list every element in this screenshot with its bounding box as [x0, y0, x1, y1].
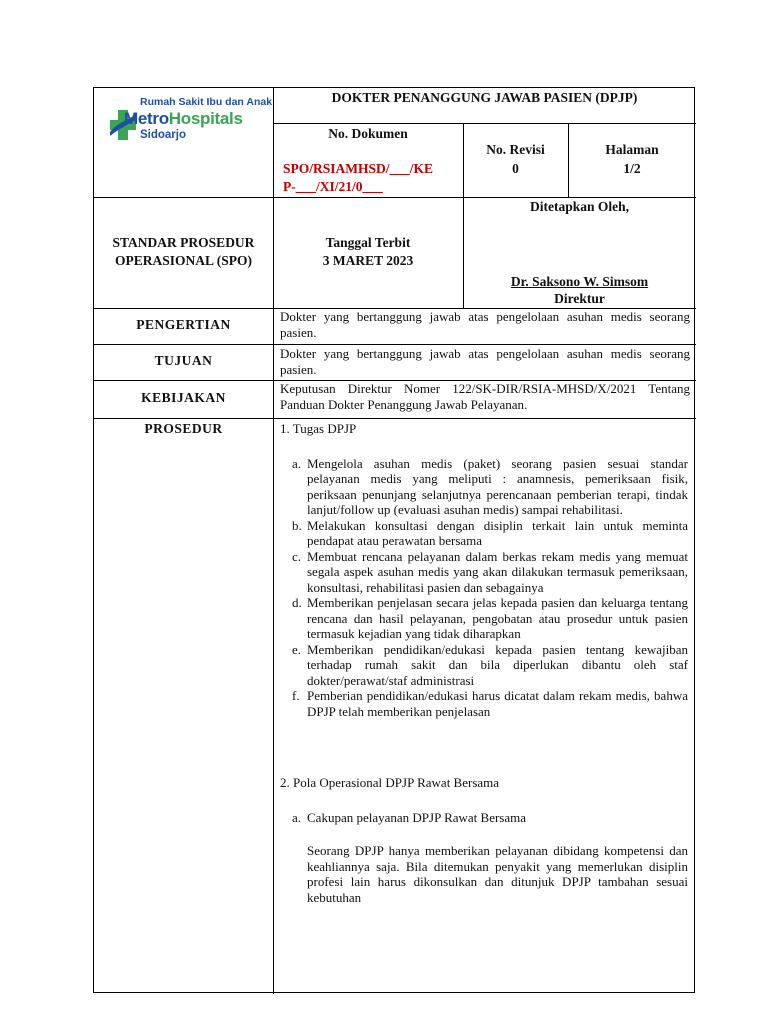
issue-date-label: Tanggal Terbit: [325, 235, 411, 250]
doc-number-label: No. Dokumen: [328, 126, 408, 141]
list-item: [280, 595, 688, 642]
list-marker: f.: [292, 688, 300, 703]
page-label: Halaman: [605, 142, 659, 157]
list-item: [280, 688, 688, 719]
list-marker: e.: [292, 641, 302, 657]
logo-city: Sidoarjo: [140, 129, 187, 141]
spo-document: [93, 87, 695, 993]
kebijakan-label: KEBIJAKAN: [141, 390, 226, 405]
divider: [273, 88, 274, 994]
doc-number-value-line2: P-___/XI/21/0___: [283, 179, 383, 194]
cakupan-paragraph: Seorang DPJP hanya memberikan pelayanan dibidang kompetensi dan keahliannya saja. Bila ditemukan penyakit yang memerlukan disiplin profesi lain harus dikonsulkan dan ditunjuk DPJP tambahan sesuai kebutuhan: [307, 843, 688, 905]
list-marker: a.: [292, 455, 302, 471]
pengertian-text: Dokter yang bertanggung jawab atas pengelolaan asuhan medis seorang pasien.: [280, 309, 690, 340]
issue-date-value: 3 MARET 2023: [322, 253, 414, 268]
prosedur-content: [280, 421, 688, 905]
list-item-text: Mengelola asuhan medis (paket) seorang pasien sesuai standar pelayanan medis yang meliputi : anamnesis, pemeriksaan fisik, periksaan penunjang selanjutnya perencanaan pemberian terapi, tindak lanjut/follow up (evaluasi asuhan medis) sampai rehabilitasi.: [307, 455, 688, 517]
tujuan-text: Dokter yang bertanggung jawab atas pengelolaan asuhan medis seorang pasien.: [280, 346, 690, 377]
list-item: [280, 456, 688, 518]
list-marker: b.: [292, 517, 302, 533]
list-item-text: Memberikan pendidikan/edukasi kepada pasien tentang kewajiban terhadap rumah sakit dan bila diperlukan dibantu oleh staf dokter/perawat/staf administrasi: [307, 641, 688, 688]
logo-brand-metro: Metro: [124, 109, 169, 128]
logo-line1: Rumah Sakit Ibu dan Anak: [140, 96, 273, 108]
pola-operasional-list: [280, 810, 688, 826]
list-item-text: Cakupan pelayanan DPJP Rawat Bersama: [307, 809, 527, 825]
spo-label-line1: STANDAR PROSEDUR: [112, 235, 255, 250]
divider: [463, 123, 464, 197]
logo-brand-hospitals: Hospitals: [168, 109, 243, 128]
divider: [94, 418, 696, 419]
divider: [94, 197, 696, 198]
list-marker: a.: [292, 809, 302, 825]
prosedur-label: PROSEDUR: [144, 421, 223, 436]
logo-brand: [124, 109, 243, 129]
revision-label: No. Revisi: [486, 142, 545, 157]
prosedur-item2-title: 2. Pola Operasional DPJP Rawat Bersama: [280, 775, 500, 790]
tujuan-label: TUJUAN: [154, 353, 213, 368]
pengertian-label: PENGERTIAN: [136, 317, 231, 332]
divider: [568, 123, 569, 197]
tugas-dpjp-list: [280, 456, 688, 720]
list-marker: d.: [292, 595, 302, 610]
list-item-text: Melakukan konsultasi dengan disiplin terkait lain untuk meminta pendapat atau perawatan bersama: [307, 517, 688, 548]
list-item: [280, 549, 688, 596]
page-value: 1/2: [623, 161, 641, 176]
document-title: DOKTER PENANGGUNG JAWAB PASIEN (DPJP): [331, 90, 638, 105]
signer-name: Dr. Saksono W. Simsom: [510, 274, 649, 289]
prosedur-item1-title: 1. Tugas DPJP: [280, 421, 357, 436]
hospital-logo: [104, 96, 273, 156]
approved-by-label: Ditetapkan Oleh,: [529, 199, 629, 214]
spo-label-line2: OPERASIONAL (SPO): [115, 253, 252, 268]
signer-role: Direktur: [554, 291, 605, 306]
list-item: [280, 518, 688, 549]
list-item-text: Membuat rencana pelayanan dalam berkas rekam medis yang memuat segala aspek asuhan medis yang akan dilakukan termasuk pemeriksaan, konsultasi, rehabilitasi pasien dan sebagainya: [307, 548, 688, 595]
list-marker: c.: [292, 548, 302, 564]
kebijakan-text: Keputusan Direktur Nomer 122/SK-DIR/RSIA-MHSD/X/2021 Tentang Panduan Dokter Penanggung Jawab Pelayanan.: [280, 381, 690, 412]
list-item-text: Memberikan penjelasan secara jelas kepada pasien dan keluarga tentang rencana dan hasil pelayanan, pengobatan atau prosedur untuk pasien termasuk kejadian yang tidak diharapkan: [307, 595, 688, 641]
divider: [94, 344, 696, 345]
list-item: [280, 810, 688, 826]
revision-value: 0: [512, 161, 519, 176]
list-item: [280, 642, 688, 689]
doc-number-value-line1: SPO/RSIAMHSD/___/KE: [283, 161, 434, 176]
divider: [273, 123, 696, 124]
list-item-text: Pemberian pendidikan/edukasi harus dicatat dalam rekam medis, bahwa DPJP telah memberikan penjelasan: [307, 688, 688, 719]
